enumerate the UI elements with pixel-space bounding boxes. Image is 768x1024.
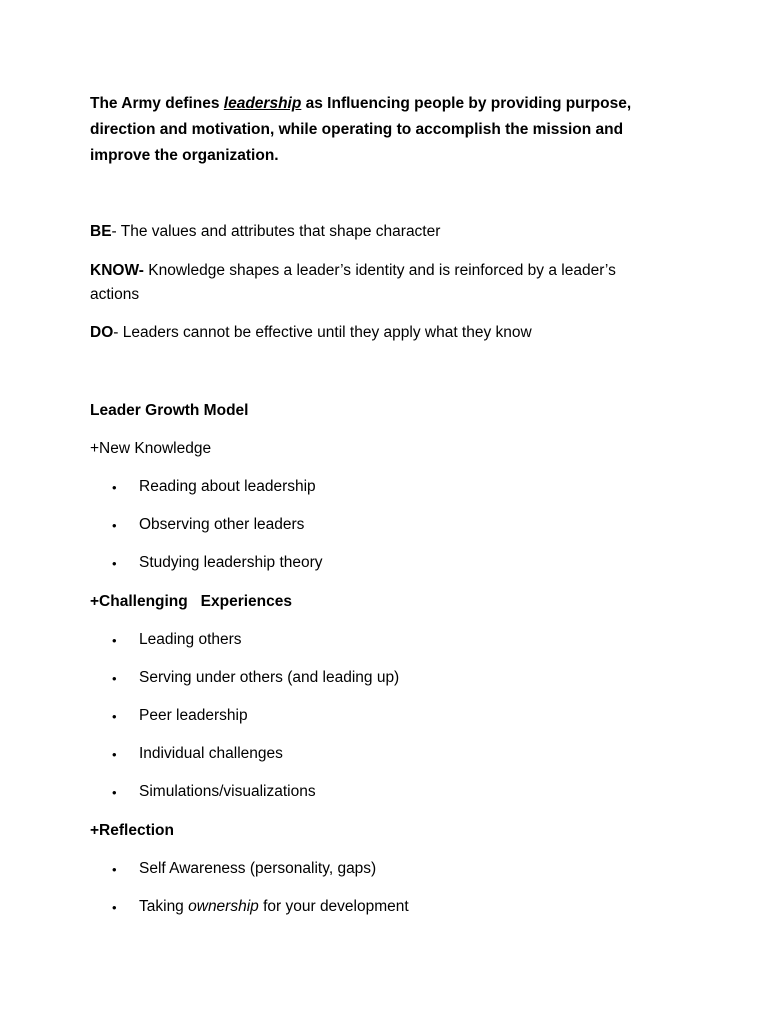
list-item: Simulations/visualizations bbox=[139, 783, 316, 800]
be-label: BE bbox=[90, 223, 112, 240]
do-label: DO bbox=[90, 324, 114, 341]
new-knowledge-heading: +New Knowledge bbox=[90, 440, 212, 457]
bullet-icon: • bbox=[112, 785, 117, 800]
bullet-icon: • bbox=[112, 900, 117, 915]
do-text: - Leaders cannot be effective until they apply what they know bbox=[113, 324, 532, 341]
bullet-icon: • bbox=[112, 633, 117, 648]
challenging-heading: +Challenging Experiences bbox=[90, 593, 292, 610]
list-item: Self Awareness (personality, gaps) bbox=[139, 860, 377, 877]
reflection-heading: +Reflection bbox=[90, 822, 174, 839]
definition-text: The Army defines bbox=[90, 95, 224, 112]
bullet-icon: • bbox=[112, 556, 117, 571]
model-title: Leader Growth Model bbox=[90, 402, 249, 419]
item-text: for your development bbox=[258, 898, 409, 915]
list-item: Peer leadership bbox=[139, 707, 248, 724]
definition-text: as Influencing people by providing purpose, bbox=[301, 95, 632, 112]
definition-line-2: direction and motivation, while operating to accomplish the mission and bbox=[90, 121, 624, 138]
bullet-icon: • bbox=[112, 862, 117, 877]
list-item: Individual challenges bbox=[139, 745, 283, 762]
know-line bbox=[90, 261, 616, 281]
list-item: Studying leadership theory bbox=[139, 554, 323, 571]
definition-term: leadership bbox=[223, 95, 302, 112]
definition-line-3: improve the organization. bbox=[90, 147, 279, 164]
definition-line-1 bbox=[90, 94, 631, 114]
be-line bbox=[90, 222, 440, 242]
bullet-icon: • bbox=[112, 709, 117, 724]
bullet-icon: • bbox=[112, 747, 117, 762]
item-emphasis: ownership bbox=[188, 898, 259, 915]
know-label: KNOW- bbox=[90, 262, 144, 279]
do-line bbox=[90, 323, 532, 343]
list-item: Serving under others (and leading up) bbox=[139, 669, 400, 686]
know-text: Knowledge shapes a leader’s identity and is reinforced by a leader’s bbox=[143, 262, 616, 279]
list-item bbox=[139, 897, 409, 917]
bullet-icon: • bbox=[112, 518, 117, 533]
be-text: - The values and attributes that shape character bbox=[111, 223, 441, 240]
bullet-icon: • bbox=[112, 671, 117, 686]
item-text: Taking bbox=[139, 898, 189, 915]
list-item: Reading about leadership bbox=[139, 478, 316, 495]
list-item: Observing other leaders bbox=[139, 516, 305, 533]
list-item: Leading others bbox=[139, 631, 242, 648]
bullet-icon: • bbox=[112, 480, 117, 495]
know-line-continued: actions bbox=[90, 286, 140, 303]
